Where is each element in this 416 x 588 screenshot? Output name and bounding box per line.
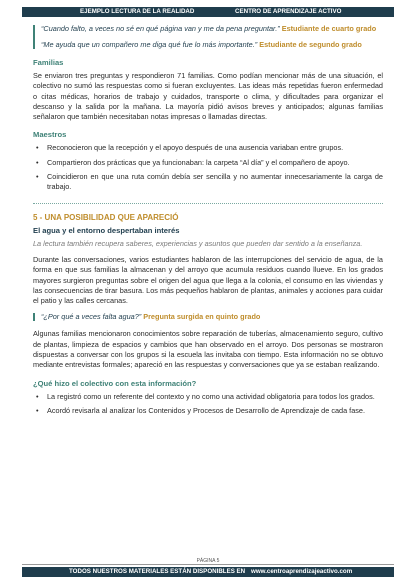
quote-block-water — [33, 312, 383, 322]
quote-2-text: “Me ayuda que un compañero me diga qué fue lo más importante.” — [41, 40, 258, 49]
maestros-heading: Maestros — [33, 130, 67, 140]
header-left-title: EJEMPLO LECTURA DE LA REALIDAD — [80, 8, 195, 15]
quote-1-author: Estudiante de cuarto grado — [281, 24, 377, 33]
section-5-subtitle: El agua y el entorno despertaban interés — [33, 225, 180, 235]
footer-website-link[interactable]: www.centroaprendizajeactivo.com — [251, 568, 353, 575]
quote-3-text: “¿Por qué a veces falta agua?” — [41, 312, 142, 322]
colectivo-list — [33, 392, 383, 417]
page-number: PÁGINA 5 — [196, 558, 220, 564]
quote-2 — [41, 40, 383, 50]
section-5-paragraph-1: Durante las conversaciones, varios estudiantes hablaron de las interrupciones del servicio de agua, de la forma en que sus familias la almacenan y del arroyo que acumula residuos cuando llueve. En los grados mayores surgieron preguntas sobre el origen del agua que llega a la colonia, el consumo en las viviendas y las consecuencias de tirar basura. Los más pequeños hablaron de plantas, animales y acciones para cuidar el patio y las calles cercanas. — [33, 254, 383, 306]
section-5-title: 5 - UNA POSIBILIDAD QUE APARECIÓ — [33, 212, 179, 222]
section-5-lead: La lectura también recupera saberes, experiencias y asuntos que pueden dar sentido a la enseñanza. — [33, 238, 363, 248]
list-item: • Acordó revisarla al analizar los Contenidos y Procesos de Desarrollo de Aprendizaje de cada fase. — [33, 406, 383, 416]
quote-2-author: Estudiante de segundo grado — [259, 40, 362, 49]
footer-left-text: TODOS NUESTROS MATERIALES ESTÁN DISPONIBLES EN — [69, 568, 246, 575]
quote-3 — [41, 312, 383, 322]
familias-paragraph: Se enviaron tres preguntas y respondieron 71 familias. Como podían mencionar más de una situación, el colectivo no sumó las respuestas como si fueran excluyentes. Las ideas más repetidas fueron enfermedad o citas médicas, horarios de trabajo y cuidados, transporte o clima, y dificultades para organizar el descanso y la salida por la mañana. La mayoría pidió avisos breves y anticipados; algunas familias señalaron que también necesitaban notas impresas o llamadas directas. — [33, 71, 383, 122]
quote-1 — [41, 24, 383, 34]
list-item: • Compartieron dos prácticas que ya funcionaban: la carpeta “Al día” y el compañero de apoyo. — [33, 158, 383, 168]
list-item: • La registró como un referente del contexto y no como una actividad obligatoria para todos los grados. — [33, 392, 383, 402]
header-right-title: CENTRO DE APRENDIZAJE ACTIVO — [235, 8, 342, 15]
section-5-paragraph-2: Algunas familias mencionaron conocimientos sobre reparación de tuberías, almacenamiento seguro, cultivo de plantas, limpieza de espacios y cambios que han observado en el arroyo. Dos personas se mostraron dispuestas a conversar con los grupos si la escuela las invitaba con tiempo. Esta información no se obtuvo mediante entrevistas formales; apareció en las respuestas y conversaciones que ya se estaban realizando. — [33, 329, 383, 370]
colectivo-question-heading: ¿Qué hizo el colectivo con esta información? — [33, 378, 197, 388]
header-bar — [22, 7, 394, 17]
maestros-list — [33, 143, 383, 192]
page-content — [33, 24, 383, 422]
footer-rule — [22, 564, 394, 565]
list-item: • Reconocieron que la recepción y el apoyo después de una ausencia variaban entre grupos. — [33, 143, 383, 153]
list-item: • Coincidieron en que una ruta común debía ser sencilla y no aumentar innecesariamente la carga de trabajo. — [33, 172, 383, 193]
familias-heading: Familias — [33, 58, 64, 67]
footer-bar — [22, 567, 394, 577]
quote-block — [33, 24, 383, 50]
quote-1-text: “Cuando falto, a veces no sé en qué página van y me da pena preguntar.” — [41, 24, 280, 33]
quote-3-author: Pregunta surgida en quinto grado — [143, 312, 261, 322]
section-divider — [33, 203, 383, 205]
